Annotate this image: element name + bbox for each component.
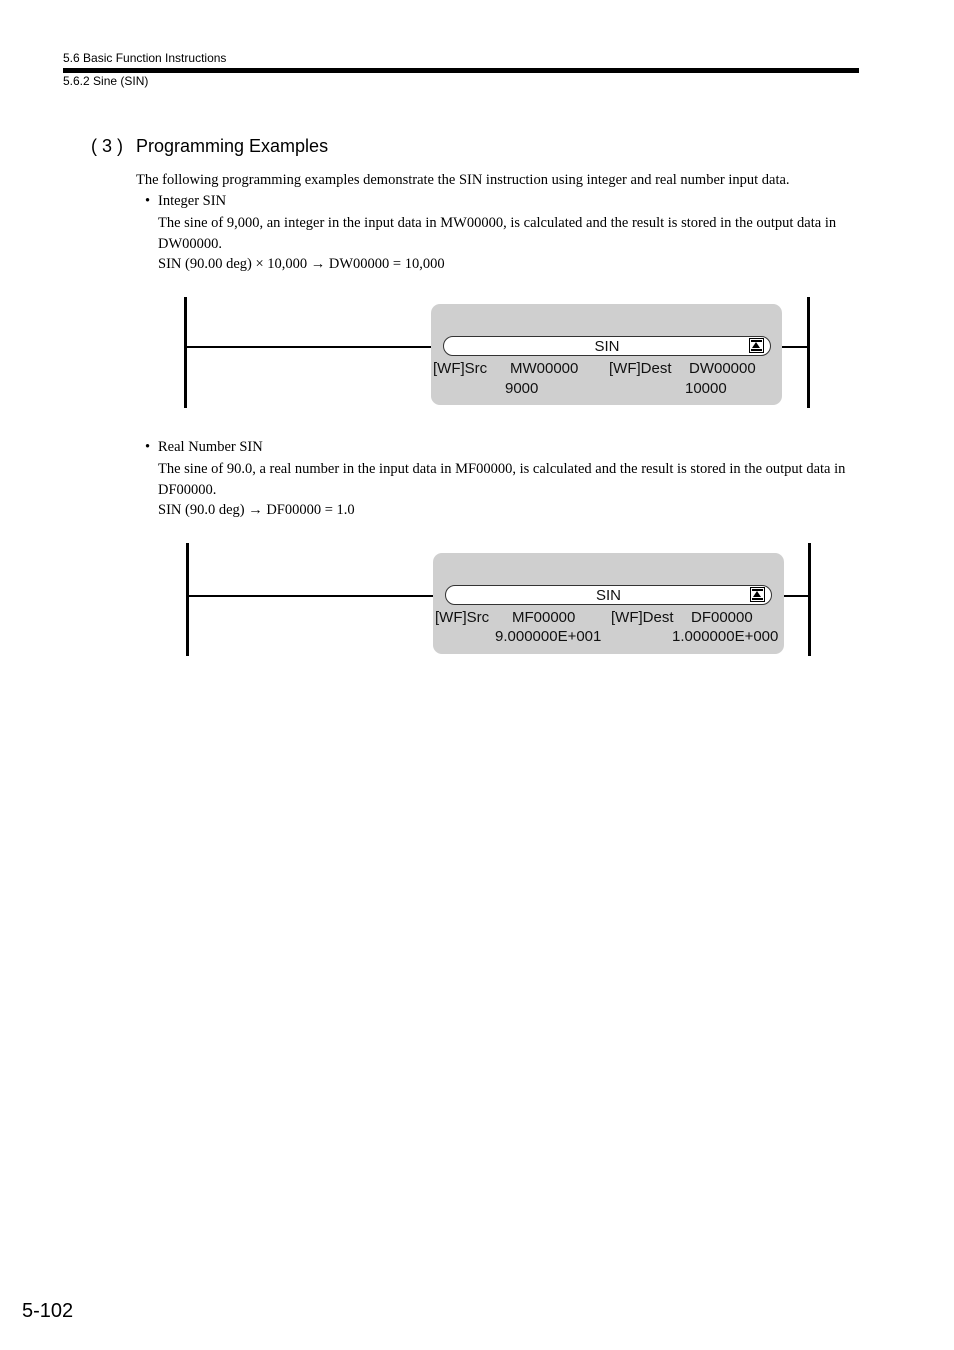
intro-paragraph: The following programming examples demonstrate the SIN instruction using integer and real number input data.	[136, 172, 790, 188]
sin-function-block[interactable]	[431, 304, 782, 405]
dest-label: [WF]Dest	[609, 360, 672, 377]
dest-register[interactable]: DW00000	[689, 360, 756, 377]
collapse-icon[interactable]	[749, 338, 764, 353]
dest-value: 1.000000E+000	[672, 628, 779, 645]
src-value: 9000	[505, 380, 539, 397]
dest-register[interactable]: DF00000	[691, 609, 753, 626]
function-bar[interactable]	[443, 336, 771, 356]
section-title	[91, 136, 328, 157]
right-power-rail	[808, 543, 811, 656]
input-wire	[187, 346, 444, 348]
example-2-heading	[145, 439, 263, 456]
bullet-icon: •	[145, 193, 151, 209]
function-name: SIN	[594, 338, 620, 355]
example-1-formula: SIN (90.00 deg) × 10,000 → DW00000 = 10,000	[158, 256, 445, 272]
collapse-icon[interactable]	[750, 587, 765, 602]
src-register[interactable]: MW00000	[510, 360, 579, 377]
src-label: [WF]Src	[435, 609, 490, 626]
example-1-title: Integer SIN	[158, 193, 227, 209]
right-power-rail	[807, 297, 810, 408]
bullet-icon: •	[145, 439, 151, 455]
src-register[interactable]: MF00000	[512, 609, 576, 626]
dest-value: 10000	[685, 380, 727, 397]
input-wire	[189, 595, 446, 597]
example-2-formula: SIN (90.0 deg) → DF00000 = 1.0	[158, 502, 355, 518]
page-number: 5-102	[22, 1300, 74, 1322]
src-label: [WF]Src	[433, 360, 488, 377]
left-power-rail	[184, 297, 187, 408]
left-power-rail	[186, 543, 189, 656]
src-value: 9.000000E+001	[495, 628, 602, 645]
example-2-title: Real Number SIN	[158, 439, 263, 455]
running-header-section: 5.6 Basic Function Instructions	[63, 51, 227, 65]
sin-function-block[interactable]	[433, 553, 784, 654]
example-2-description: The sine of 90.0, a real number in the input data in MF00000, is calculated and the result is stored in the output data in DF00000.	[158, 461, 846, 498]
example-1-description: The sine of 9,000, an integer in the input data in MW00000, is calculated and the result is stored in the output data in DW00000.	[158, 215, 837, 252]
running-header-subsection: 5.6.2 Sine (SIN)	[63, 74, 149, 88]
header-rule	[63, 68, 859, 73]
example-1-heading	[145, 193, 226, 210]
section-title-text: Programming Examples	[136, 136, 329, 156]
function-name: SIN	[595, 587, 621, 604]
section-number: ( 3 )	[91, 136, 124, 156]
dest-label: [WF]Dest	[611, 609, 674, 626]
function-bar[interactable]	[445, 585, 772, 605]
